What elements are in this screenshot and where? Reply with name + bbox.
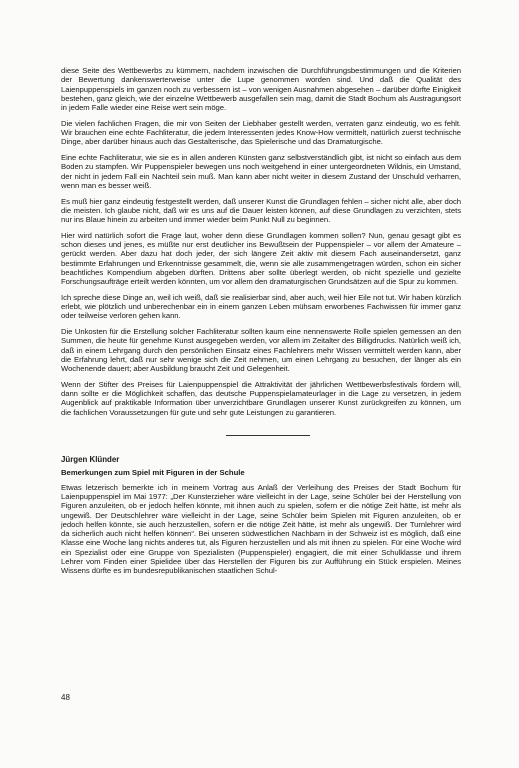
body-paragraph: diese Seite des Wettbewerbs zu kümmern, nachdem inzwischen die Durchführungsbestimmungen und die Kriterien der Bewertung dankenswerterweise unter die Lupe genommen worden sind. Und daß die Qualität des Laienpuppenspiels im ganzen noch zu verbessern ist – von wenigen Ausnahmen abgesehen – darüber dürfte Einigkeit bestehen, ganz gleich, wie der einzelne Wettbewerb ausgefallen sein mag, damit die Stadt Bochum als Austragungsort in jedem Falle wieder eine Reise wert sein möge. bbox=[61, 66, 461, 112]
body-paragraph: Etwas letzerisch bemerkte ich in meinem Vortrag aus Anlaß der Verleihung des Preises der Stadt Bochum für Laienpuppenspiel im Mai 1977: „Der Kunsterzieher wäre vielleicht in der Lage, seine Schüler bei der Herstellung von Figuren anzuleiten, ob er jedoch helfen könnte, mit ihnen auch zu spielen, sofern er die nötige Zeit hätte, ist mehr als ungewiß. Der Deutschlehrer wäre vielleicht in der Lage, seine Schüler beim Spielen mit Figuren anzuleiten, ob er jedoch helfen könnte, sie auch herzustellen, sofern er die nötige Zeit hätte, ist mehr als ungewiß. Der Turnlehrer wird da sicherlich auch nicht helfen können“. Bei unseren südwestlichen Nachbarn in der Schweiz ist es möglich, daß eine Klasse eine Woche lang nichts anderes tut, als Figuren herzustellen und als mit ihnen zu spielen. Für eine Woche wird ein Spezialist oder eine Gruppe von Spezialisten (Puppenspieler) engagiert, die mit einer Schulklasse und ihrem Lehrer vom Finden einer Spielidee über das Herstellen der Figuren bis zur Aufführung ein Stück erspielen. Meines Wissens dürfte es im bundesrepublikanischen staatlichen Schul- bbox=[61, 482, 461, 575]
article-author: Jürgen Klünder bbox=[61, 454, 120, 464]
article-title: Bemerkungen zum Spiel mit Figuren in der Schule bbox=[61, 467, 245, 477]
body-paragraph: Eine echte Fachliteratur, wie sie es in allen anderen Künsten ganz selbstverständlich gibt, ist nicht so einfach aus dem Boden zu stampfen. Wir Puppenspieler bewegen uns noch weitgehend in einer untergeordneten Wildnis, ein Umstand, der nicht in jedem Fall ein Nachteil sein muß. Man kann aber nicht weiter in diesem Zustand der Unschuld verharren, wenn man es besser weiß. bbox=[61, 153, 461, 190]
body-paragraph: Hier wird natürlich sofort die Frage laut, woher denn diese Grundlagen kommen sollen? Nun, genau gesagt gibt es schon dieses und jenes, es müßte nur erst deutlicher ins Bewußtsein der Puppenspieler – vor allem der Amateure – gerückt werden. Aber dazu hat doch jeder, der sich längere Zeit aktiv mit diesem Fach auseinandersetzt, ganz bestimmte Erfahrungen und Erkenntnisse gesammelt, die, wenn sie alle zusammengetragen würden, schon ein sicher beachtliches Kompendium abgeben dürften. Drittens aber sollte überlegt werden, ob nicht spezielle und gezielte Forschungsaufträge erteilt werden könnten, um vor allem den dramaturgischen Grundsätzen auf die Spur zu kommen. bbox=[61, 230, 461, 286]
body-paragraph: Die Unkosten für die Erstellung solcher Fachliteratur sollten kaum eine nennenswerte Rolle spielen gemessen an den Summen, die heute für genehme Kunst ausgegeben werden, vor allem im Zeitalter des Billigdrucks. Natürlich weiß ich, daß in einem Lehrgang durch den persönlichen Einsatz eines Fachlehrers mehr Wissen vermittelt werden kann, aber die Erfahrung lehrt, daß nur sehr wenige sich die Zeit nehmen, um einen Lehrgang zu besuchen, der länger als ein Wochenende dauert; aber Ausbildung braucht Zeit und Gelegenheit. bbox=[61, 327, 461, 373]
body-paragraph: Ich spreche diese Dinge an, weil ich weiß, daß sie realisierbar sind, aber auch, weil hier Eile not tut. Wir haben kürzlich erlebt, wie plötzlich und unberechenbar ein in einem ganzen Leben mühsam erworbenes Fachwissen für immer ganz oder teilweise verloren gehen kann. bbox=[61, 292, 461, 321]
section-divider bbox=[226, 435, 310, 436]
body-paragraph: Die vielen fachlichen Fragen, die mir von Seiten der Liebhaber gestellt werden, verraten ganz eindeutig, wo es fehlt. Wir brauchen eine echte Fachliteratur, die jedem Interessenten jedes Know-How vermittelt, natürlich zuerst technische Dinge, aber darüber hinaus auch das Gestalterische, das Spielerische und das Dramaturgische. bbox=[61, 118, 461, 147]
body-paragraph: Es muß hier ganz eindeutig festgestellt werden, daß unserer Kunst die Grundlagen fehlen – sicher nicht alle, aber doch die meisten. Ich glaube nicht, daß wir es uns auf die Dauer leisten können, auf diese Grundlagen zu verzichten, stets nur ins Blaue hinein zu arbeiten und immer wieder beim Punkt Null zu beginnen. bbox=[61, 196, 461, 224]
essay-body bbox=[61, 66, 461, 417]
page-number: 48 bbox=[61, 693, 70, 702]
article-section bbox=[61, 455, 461, 576]
body-paragraph: Wenn der Stifter des Preises für Laienpuppenspiel die Attraktivität der jährlichen Wettbewerbsfestivals fördern will, dann sollte er die Möglichkeit schaffen, das deutsche Puppenspielamateurlager in die Lage zu versetzen, in jedem Augenblick auf praktikable Information über unverzichtbare Grundlagen unserer Kunst zurückgreifen zu können, um die fachlichen Voraussetzungen für gute und sehr gute Leistungen zu garantieren. bbox=[61, 379, 461, 417]
